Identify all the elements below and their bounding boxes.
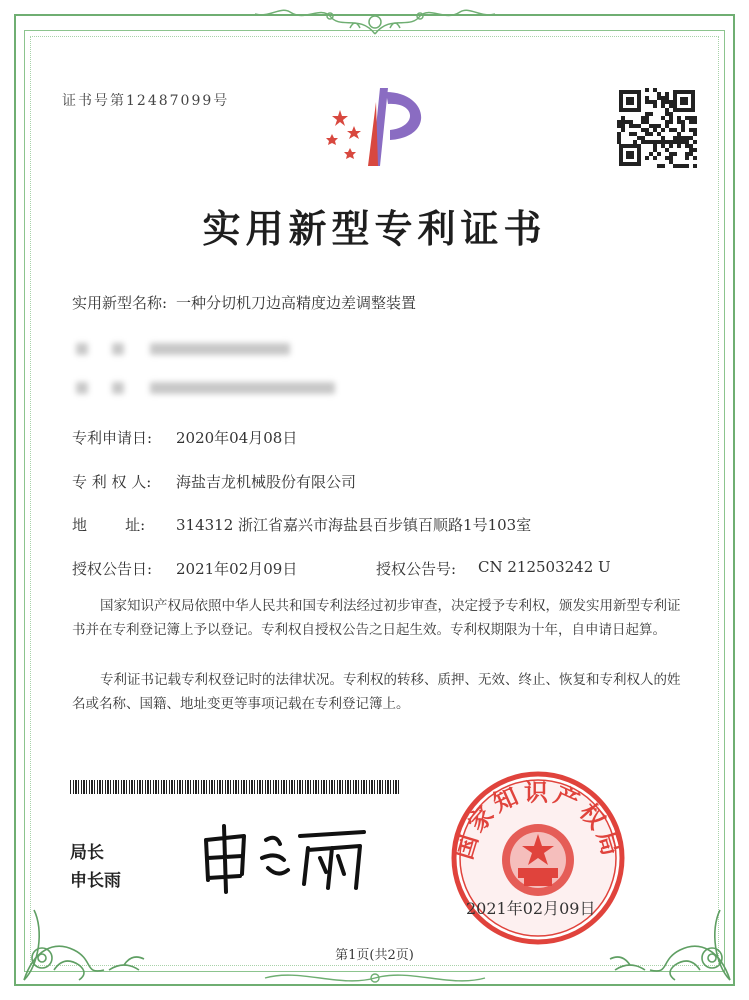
grant-date-value: 2021年02月09日 <box>176 560 298 578</box>
director-name-label: 申长雨 <box>70 871 121 891</box>
grant-date-label: 授权公告日: <box>72 560 153 578</box>
qr-code <box>617 88 697 168</box>
bottom-center-ornament <box>260 968 490 988</box>
application-date-label: 专利申请日: <box>72 429 153 447</box>
redacted-field <box>112 343 124 355</box>
seal-text: 国家知识产权局 <box>449 778 627 863</box>
patentee-label: 专 利 权 人: <box>72 473 152 491</box>
top-ornament <box>250 4 500 38</box>
official-seal <box>448 768 628 948</box>
grant-number-value: CN 212503242 U <box>478 558 611 576</box>
redacted-field <box>112 382 124 394</box>
redacted-field <box>76 382 88 394</box>
redacted-field <box>76 343 88 355</box>
grant-statement-paragraph: 国家知识产权局依照中华人民共和国专利法经过初步审查，决定授予专利权，颁发实用新型专利证书并在专利登记簿上予以登记。专利权自授权公告之日起生效。专利权期限为十年，自申请日起算。 <box>72 598 681 638</box>
barcode <box>70 780 400 794</box>
patent-office-logo <box>318 82 438 172</box>
legal-status-paragraph: 专利证书记载专利权登记时的法律状况。专利权的转移、质押、无效、终止、恢复和专利权人的姓名或名称、国籍、地址变更等事项记载在专利登记簿上。 <box>72 672 681 712</box>
certificate-title: 实用新型专利证书 <box>202 207 547 251</box>
director-signature <box>196 818 376 898</box>
utility-name-label: 实用新型名称: <box>72 294 168 312</box>
director-title-label: 局长 <box>70 843 104 863</box>
redacted-field <box>150 343 290 355</box>
seal-date: 2021年02月09日 <box>466 899 596 918</box>
address-value: 314312 浙江省嘉兴市海盐县百步镇百顺路1号103室 <box>176 516 532 534</box>
redacted-field <box>150 382 335 394</box>
address-label: 地 址: <box>72 516 146 534</box>
utility-name-value: 一种分切机刀边高精度边差调整装置 <box>176 294 417 312</box>
grant-number-label: 授权公告号: <box>376 560 457 578</box>
application-date-value: 2020年04月08日 <box>176 429 298 447</box>
page-number: 第1页(共2页) <box>335 948 414 963</box>
patentee-value: 海盐吉龙机械股份有限公司 <box>176 473 357 491</box>
certificate-number: 证书号第12487099号 <box>62 93 230 109</box>
